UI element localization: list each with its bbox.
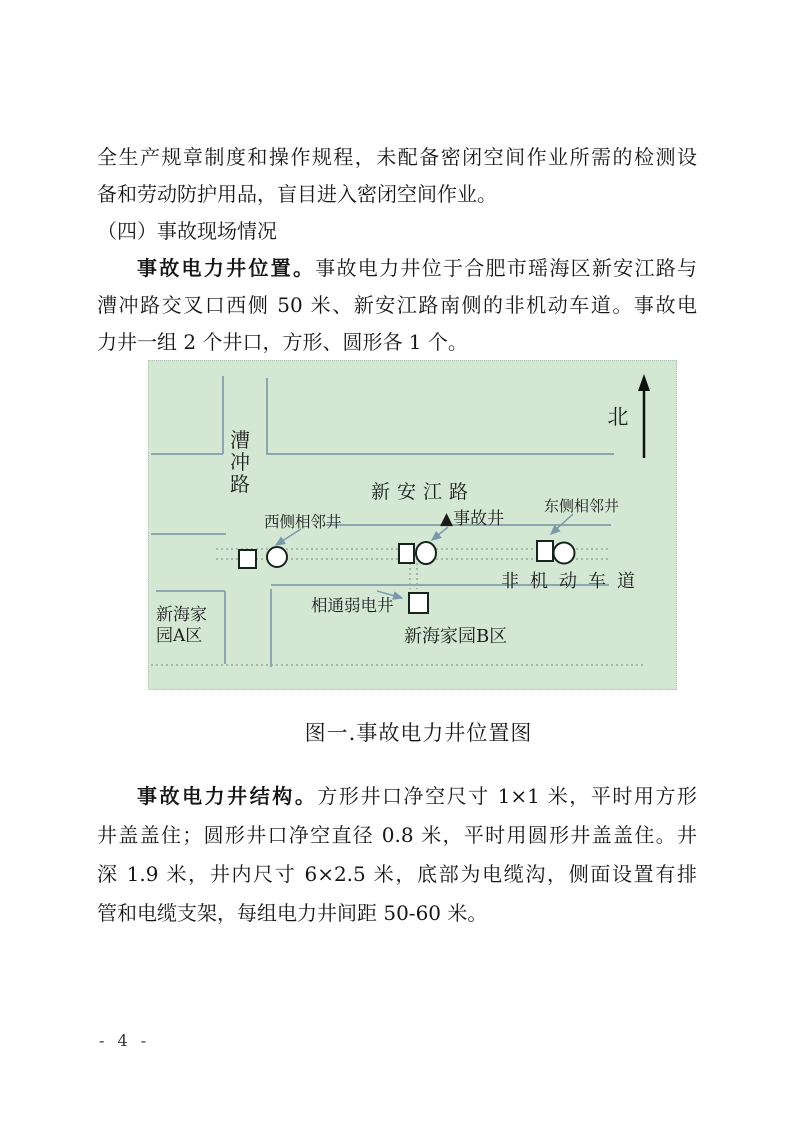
diagram-labels: [156, 428, 646, 647]
weak-current-well: [409, 593, 428, 613]
paragraph3-line1: [97, 777, 697, 816]
non-motor-lane-label: 非机动车道: [501, 571, 646, 592]
west-adjacent-well-label: 西侧相邻井: [264, 513, 342, 531]
road-lines: [151, 376, 614, 667]
east-round-well: [554, 543, 575, 564]
paragraph2-lead: 事故电力井位置。: [137, 256, 316, 280]
paragraph3-line2: 井盖盖住；圆形井口净空直径 0.8 米，平时用圆形井盖盖住。井: [97, 823, 697, 847]
paragraph3-lead: 事故电力井结构。: [137, 784, 318, 808]
caochong-road-label-char1: 漕: [230, 428, 250, 452]
xinhai-zone-a-label-line1: 新海家: [156, 605, 207, 625]
north-arrow-head: [638, 374, 650, 391]
page-number: - 4 -: [99, 1031, 151, 1050]
paragraph2-line1-text: 事故电力井位于合肥市瑶海区新安江路与: [315, 256, 698, 280]
caochong-road-label-char3: 路: [230, 472, 250, 496]
xinhai-zone-a-label-line2: 园A区: [156, 626, 203, 646]
figure-caption: 图一.事故电力井位置图: [304, 721, 533, 745]
location-diagram-svg: [149, 361, 676, 689]
north-label: 北: [607, 405, 629, 429]
east-adjacent-well-label: 东侧相邻井: [544, 497, 620, 515]
west-round-well: [267, 547, 287, 567]
east-square-well: [537, 541, 553, 561]
paragraph3-line1-text: 方形井口净空尺寸 1×1 米，平时用方形: [317, 784, 697, 808]
west-well-arrow: [276, 529, 301, 545]
west-square-well: [239, 550, 256, 568]
paragraph2-line3: 力井一组 2 个井口，方形、圆形各 1 个。: [97, 330, 468, 354]
body-text-bottom: [97, 777, 697, 933]
accident-well-label: ▲事故井: [440, 509, 505, 529]
location-diagram-figure: [148, 360, 677, 690]
north-arrow-icon: [638, 374, 650, 458]
caochong-road-label-char2: 冲: [230, 450, 250, 474]
xinhai-zone-b-label: 新海家园B区: [404, 626, 508, 647]
paragraph3-line3: 深 1.9 米，井内尺寸 6×2.5 米，底部为电缆沟，侧面设置有排: [97, 862, 697, 886]
xinanjiang-road-label: 新安江路: [371, 481, 476, 503]
paragraph2-line2: 漕冲路交叉口西侧 50 米、新安江路南侧的非机动车道。事故电: [97, 293, 697, 317]
section-heading: （四）事故现场情况: [97, 219, 277, 243]
paragraph3-line4: 管和电缆支架，每组电力井间距 50-60 米。: [97, 901, 488, 925]
paragraph1-line1: 全生产规章制度和操作规程，未配备密闭空间作业所需的检测设: [97, 145, 697, 169]
body-text-top: [97, 139, 697, 361]
paragraph1-line2: 备和劳动防护用品，盲目进入密闭空间作业。: [97, 182, 497, 206]
accident-square-well: [399, 544, 414, 563]
accident-round-well: [416, 542, 436, 564]
weak-current-well-label: 相通弱电井: [311, 596, 394, 615]
paragraph2-line1: [97, 250, 697, 287]
